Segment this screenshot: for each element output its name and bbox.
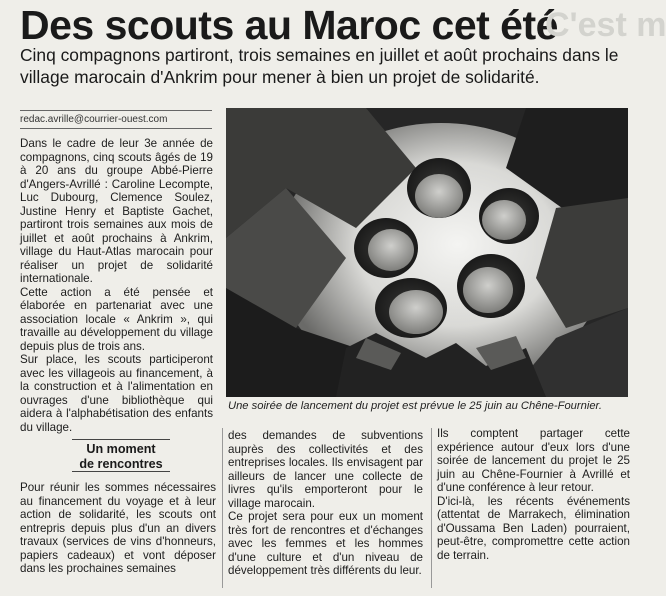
article-photo — [226, 108, 628, 397]
byline-email: redac.avrille@courrier-ouest.com — [20, 114, 212, 129]
standfirst: Cinq compagnons partiront, trois semaines en juillet et août prochains dans le village marocain d'Ankrim pour mener à bien un projet de solidarité. — [20, 45, 619, 87]
subhead-line-2: de rencontres — [79, 457, 163, 471]
paragraph: Cette action a été pensée et élaborée en partenariat avec une association locale « Ankrim », qui travaille au développement du village depuis plus de trois ans. — [20, 285, 213, 353]
subhead-line-1: Un moment — [86, 442, 156, 456]
paragraph: Sur place, les scouts participeront avec les villageois au financement, à la construction et à l'alimentation en ouvrages d'une bibliothèque qui aidera à l'alphabétisation des enfants du village. — [20, 353, 213, 434]
paragraph: Dans le cadre de leur 3e année de compagnons, cinq scouts âgés de 19 à 20 ans du groupe Abbé-Pierre d'Angers-Avrillé : Caroline Lecompte, Luc Dubourg, Clemence Soulez, Justine Henry et Baptiste Gachet, partiront trois semaines aux mois de juillet et août prochains à Ankrim, village du Haut-Atlas marocain pour réaliser un projet de solidarité internationale. — [20, 137, 213, 285]
paragraph: D'ici-là, les récents événements (attentat de Marrakech, élimination d'Oussama Ben Laden) pourraient, peut-être, compromettre cette action de terrain. — [437, 494, 630, 562]
column-1 — [20, 137, 213, 434]
column-2 — [228, 429, 423, 578]
column-3 — [437, 427, 630, 562]
paragraph: Ce projet sera pour eux un moment très fort de rencontres et d'échanges avec les femmes et les hommes d'une culture et d'un niveau de développement très différents du leur. — [228, 510, 423, 577]
headline: Des scouts au Maroc cet été — [20, 2, 558, 48]
column-divider — [431, 428, 432, 588]
paragraph: Ils comptent partager cette expérience autour d'eux lors d'une soirée de lancement du projet le 25 juin au Chêne-Fournier à Avrillé et d'une conférence à leur retour. — [437, 427, 630, 494]
paragraph: Pour réunir les sommes nécessaires au financement du voyage et à leur action de solidarité, les scouts ont entrepris depuis plus d'un an divers travaux (services de vins d'honneurs, papiers cadeaux) et vont déposer dans les prochaines semaines — [20, 481, 216, 575]
photo-caption: Une soirée de lancement du projet est prévue le 25 juin au Chêne-Fournier. — [228, 400, 602, 412]
column-divider — [222, 428, 223, 588]
paragraph: des demandes de subventions auprès des collectivités et des entreprises locales. Ils envisagent par ailleurs de lancer une collecte de livres qu'ils emporteront pour le village marocain. — [228, 429, 423, 510]
adjacent-article-fragment: C'est m — [545, 6, 666, 44]
subhead — [72, 439, 170, 472]
byline-top-rule — [20, 110, 212, 111]
subhead-bottom-rule — [72, 471, 170, 472]
column-1-continued — [20, 481, 216, 576]
